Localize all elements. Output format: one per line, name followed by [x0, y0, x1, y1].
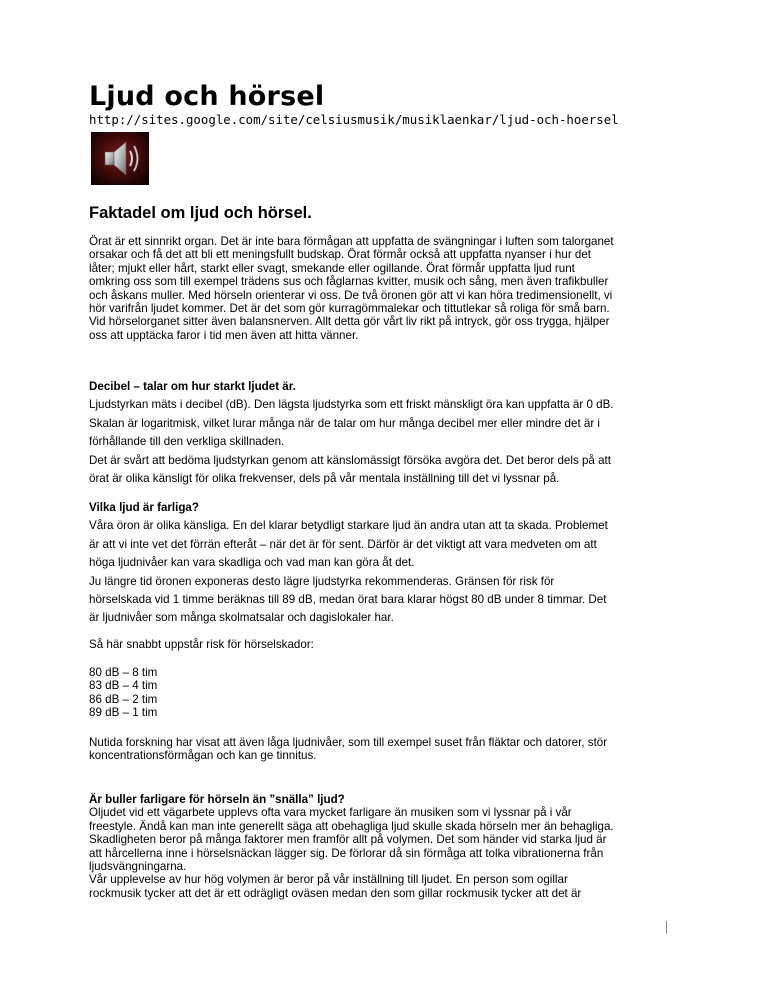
text-line: är ljudnivåer som många skolmatsalar och dagislokaler har. [89, 611, 394, 625]
section-heading-faktadel: Faktadel om ljud och hörsel. [89, 204, 312, 222]
farliga-section [89, 499, 685, 628]
text-line: och åskans muller. Med hörseln orienterar vi oss. De två öronen gör att vi kan höra tredimensionellt, vi [89, 288, 613, 302]
section-heading-buller: Är buller farligare för hörseln än ”snälla” ljud? [89, 793, 345, 806]
risk-list [89, 666, 685, 720]
text-line: freestyle. Ändå kan man inte generellt säga att obehagliga ljud skulle skada hörseln mer än behagliga. [89, 819, 614, 833]
text-line: örat är olika känsligt för olika frekvenser, dels på vår mentala inställning till det vi lyssnar på. [89, 472, 560, 486]
section-heading-farliga: Vilka ljud är farliga? [89, 501, 199, 514]
text-line: Våra öron är olika känsliga. En del klarar betydligt starkare ljud än andra utan att ta skada. Problemet [89, 519, 608, 533]
page-title: Ljud och hörsel [89, 81, 325, 112]
risk-intro: Så här snabbt uppstår risk för hörselskador: [89, 638, 314, 651]
list-item: 86 dB – 2 tim [89, 692, 158, 706]
source-url: http://sites.google.com/site/celsiusmusik/musiklaenkar/ljud-och-hoersel [89, 112, 619, 127]
text-line: Nutida forskning har visat att även låga ljudnivåer, som till exempel suset från fläktar och datorer, stör [89, 736, 608, 749]
text-line: oss att upptäcka faror i tid men även att hitta vänner. [89, 328, 359, 342]
text-line: är att vi inte vet det förrän efteråt – när det är för sent. Därför är det viktigt att vara medveten om att [89, 537, 597, 551]
section-heading-decibel: Decibel – talar om hur starkt ljudet är. [89, 380, 296, 393]
text-line: Vår upplevelse av hur hög volymen är beror på vår inställning till ljudet. En person som ogillar [89, 873, 568, 887]
text-line: att hårcellerna inne i hörselsnäckan lägger sig. De förlorar då sin förmåga att tolka vibrationerna från [89, 846, 604, 860]
text-line: rockmusik tycker att det är ett odrägligt oväsen medan den som gillar rockmusik tycker att det är [89, 886, 582, 900]
page-marker [666, 921, 667, 934]
faktadel-paragraph [89, 235, 685, 342]
text-line: Örat är ett sinnrikt organ. Det är inte bara förmågan att uppfatta de svängningar i luften som talorganet [89, 235, 614, 248]
text-line: Ljudstyrkan mäts i decibel (dB). Den lägsta ljudstyrka som ett friskt mänskligt öra kan uppfatta är 0 dB. [89, 398, 614, 412]
text-line: låter; mjukt eller hårt, starkt eller svagt, smekande eller ogillande. Örat förmår uppfatta ljud runt [89, 261, 575, 275]
text-line: ljudsvängningarna. [89, 860, 187, 874]
text-line: orsakar och få det att bli ett meningsfullt budskap. Örat förmår också att uppfatta nyanser i hur det [89, 248, 592, 262]
text-line: Det är svårt att bedöma ljudstyrkan genom att känslomässigt försöka avgöra det. Det beror dels på att [89, 453, 611, 467]
speaker-icon [91, 132, 149, 185]
text-line: Oljudet vid ett vägarbete upplevs ofta vara mycket farligare än musiken som vi lyssnar på i vår [89, 806, 572, 820]
text-line: Skalan är logaritmisk, vilket lurar många när de talar om hur många decibel mer eller mindre det är i [89, 416, 600, 430]
text-line: Skadligheten beror på många faktorer men framför allt på volymen. Det som händer vid starka ljud är [89, 833, 607, 847]
text-line: koncentrationsförmågan och kan ge tinnitus. [89, 749, 317, 763]
text-line: förhållande till den verkliga skillnaden. [89, 435, 285, 449]
forskning-paragraph [89, 736, 685, 763]
list-item: 83 dB – 4 tim [89, 679, 158, 693]
decibel-section [89, 378, 685, 488]
text-line: omkring oss som till exempel trädens sus och fåglarnas kvitter, musik och sång, men även trafikbuller [89, 275, 609, 289]
list-item: 89 dB – 1 tim [89, 706, 158, 720]
text-line: Ju längre tid öronen exponeras desto lägre ljudstyrka rekommenderas. Gränsen för risk för [89, 574, 555, 588]
text-line: hör varifrån ljudet kommer. Det är det som gör kurragömmalekar och tittutlekar så roliga för små barn. [89, 302, 610, 316]
text-line: höga ljudnivåer kan vara skadliga och vad man kan göra åt det. [89, 556, 415, 570]
text-line: hörselskada vid 1 timme beräknas till 89 dB, medan örat bara klarar högst 80 dB under 8 timmar. Det [89, 593, 607, 607]
list-item: 80 dB – 8 tim [89, 666, 158, 679]
text-line: Vid hörselorganet sitter även balansnerven. Allt detta gör vårt liv rikt på intryck, gör oss trygga, hjälper [89, 315, 610, 329]
buller-section [89, 793, 685, 900]
